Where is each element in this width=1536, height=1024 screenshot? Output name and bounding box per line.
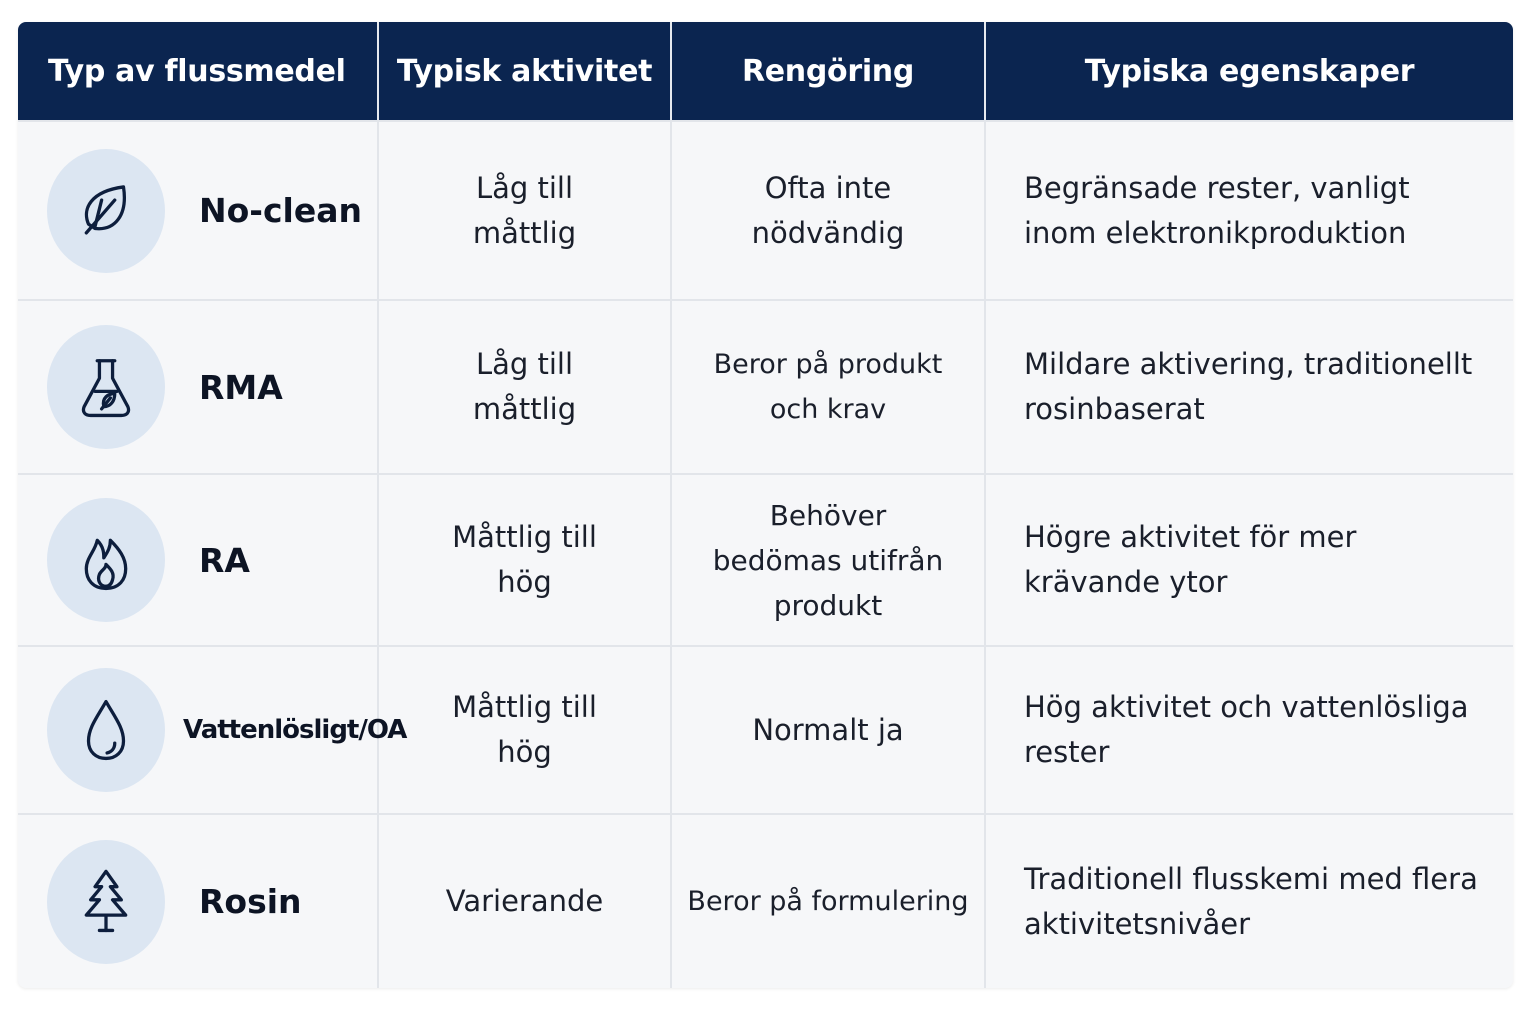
table-row — [18, 813, 1513, 988]
flux-type-cell — [18, 475, 379, 645]
table-row — [18, 120, 1513, 299]
activity-cell: Låg till måttlig — [379, 122, 672, 299]
properties-cell: Traditionell flusskemi med flera aktivitetsnivåer — [1024, 861, 1478, 941]
flask-leaf-icon — [47, 325, 165, 449]
cleaning-cell: Ofta inte nödvändig — [672, 122, 986, 299]
header-properties: Typiska egenskaper — [1084, 53, 1415, 89]
properties-cell: Begränsade rester, vanligt inom elektronikproduktion — [1024, 170, 1410, 250]
cleaning-cell: Normalt ja — [672, 647, 986, 813]
flux-type-name: Vattenlösligt/OA — [183, 714, 407, 745]
cleaning-cell: Beror på formulering — [672, 815, 986, 988]
properties-cell: Mildare aktivering, traditionellt rosinbaserat — [1024, 347, 1473, 426]
flux-comparison-table — [18, 22, 1513, 988]
header-activity: Typisk aktivitet — [379, 22, 672, 120]
table-row — [18, 645, 1513, 813]
header-flux-type: Typ av flussmedel — [18, 22, 379, 120]
flux-type-cell — [18, 647, 407, 813]
cleaning-cell: Behöver bedömas utifrån produkt — [672, 475, 986, 645]
table-header — [18, 22, 1513, 120]
properties-cell: Högre aktivitet för mer krävande ytor — [1024, 520, 1357, 599]
table-row — [18, 299, 1513, 473]
flux-type-cell — [18, 815, 379, 988]
activity-cell: Måttlig till hög — [379, 647, 672, 813]
flux-type-cell — [18, 122, 379, 299]
flux-type-name: RA — [199, 540, 250, 580]
cleaning-cell: Beror på produkt och krav — [672, 301, 986, 473]
pine-tree-icon — [47, 840, 165, 964]
activity-cell: Låg till måttlig — [379, 301, 672, 473]
water-drop-icon — [47, 668, 165, 792]
activity-cell: Måttlig till hög — [379, 475, 672, 645]
header-cleaning: Rengöring — [672, 22, 986, 120]
flux-type-name: Rosin — [199, 882, 302, 921]
flux-type-name: No-clean — [199, 191, 363, 230]
table-row — [18, 473, 1513, 645]
flux-type-cell — [18, 301, 379, 473]
properties-cell: Hög aktivitet och vattenlösliga rester — [1024, 690, 1469, 769]
flux-type-name: RMA — [199, 367, 283, 407]
flame-icon — [47, 498, 165, 622]
activity-cell: Varierande — [379, 815, 672, 988]
leaf-slash-icon — [47, 149, 165, 273]
